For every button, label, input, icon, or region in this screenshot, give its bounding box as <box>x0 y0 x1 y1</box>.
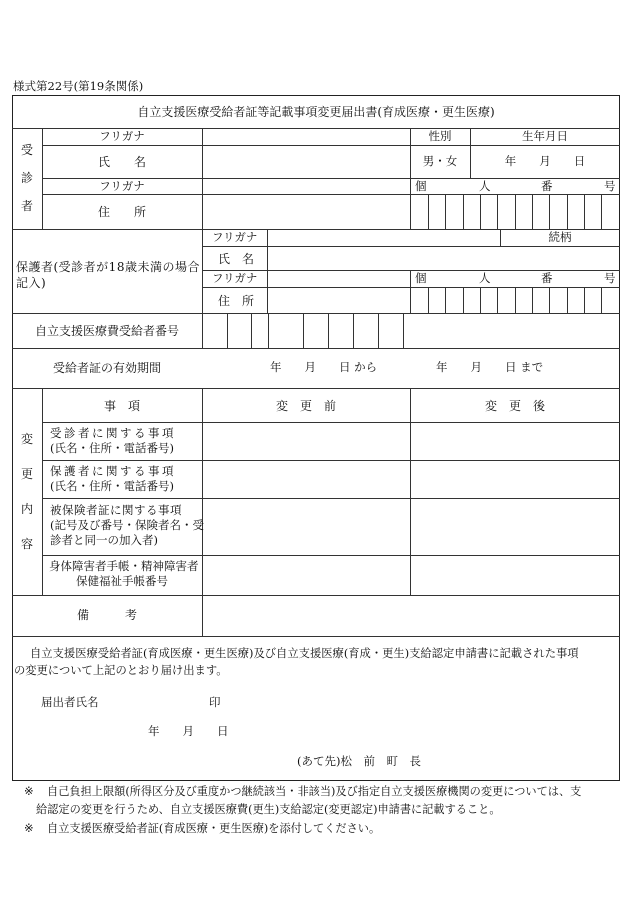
form-rule-line <box>202 388 203 595</box>
applicant-name-label: 届出者氏名 <box>41 695 99 709</box>
note-1-mark: ※ <box>24 784 34 798</box>
form-rule-line <box>497 287 498 313</box>
form-rule-line <box>584 194 585 229</box>
change-row-4-line2: 保健福祉手帳番号 <box>76 574 168 588</box>
form-rule-line <box>515 287 516 313</box>
form-number: 様式第22号(第19条関係) <box>13 79 144 93</box>
form-rule-line <box>567 194 568 229</box>
patient-furigana-label: フリガナ <box>99 129 145 143</box>
validity-label: 受給者証の有効期間 <box>52 361 161 375</box>
patient-address-label: 住 所 <box>97 205 146 219</box>
form-rule-line <box>497 194 498 229</box>
form-rule-line <box>445 287 446 313</box>
form-rule-line <box>12 229 620 230</box>
patient-side-char-3: 者 <box>21 199 34 213</box>
sex-label: 性別 <box>428 129 452 143</box>
form-rule-line <box>202 246 620 247</box>
form-rule-line <box>515 194 516 229</box>
patient-id-char-1: 個 <box>415 179 427 193</box>
form-rule-line <box>567 287 568 313</box>
change-row-2-line2: (氏名・住所・電話番号) <box>50 479 174 493</box>
form-rule-line <box>12 636 620 637</box>
validity-to: 年 月 日 まで <box>436 360 544 374</box>
form-rule-line <box>584 287 585 313</box>
form-rule-line <box>463 194 464 229</box>
change-row-3-line1: 被保険者証に関する事項 <box>50 503 182 517</box>
form-rule-line <box>227 313 228 348</box>
col-item-header: 事 項 <box>103 399 140 413</box>
form-rule-line <box>428 287 429 313</box>
change-row-3-line2: (記号及び番号・保険者名・受 <box>50 518 204 532</box>
dob-value: 年 月 日 <box>504 154 586 168</box>
form-rule-line <box>410 270 411 313</box>
form-rule-line <box>42 388 43 595</box>
form-rule-line <box>403 313 404 348</box>
change-row-4-line1: 身体障害者手帳・精神障害者 <box>49 559 199 573</box>
col-after-header: 変 更 後 <box>484 399 545 413</box>
form-rule-line <box>12 388 620 389</box>
form-title: 自立支援医療受給者証等記載事項変更届出書(育成医療・更生医療) <box>137 105 495 119</box>
col-before-header: 変 更 前 <box>275 399 336 413</box>
form-rule-line <box>202 313 203 348</box>
form-rule-line <box>463 287 464 313</box>
sex-value: 男・女 <box>422 154 458 168</box>
patient-id-char-4: 号 <box>604 179 616 193</box>
form-rule-line <box>12 348 620 349</box>
guardian-relation-label: 続柄 <box>548 230 572 244</box>
note-2-mark: ※ <box>24 821 34 835</box>
patient-side-char-1: 受 <box>21 143 34 157</box>
form-rule-line <box>410 178 411 229</box>
form-rule-line <box>410 388 411 595</box>
validity-from: 年 月 日 から <box>270 360 378 374</box>
form-rule-line <box>532 194 533 229</box>
guardian-name-label: 氏 名 <box>218 252 255 266</box>
change-row-1-line1: 受診者に関する事項 <box>50 426 176 440</box>
form-rule-line <box>601 194 602 229</box>
form-rule-line <box>480 194 481 229</box>
form-rule-line <box>42 460 620 461</box>
form-rule-line <box>42 555 620 556</box>
form-rule-line <box>202 229 203 313</box>
form-rule-line <box>353 313 354 348</box>
declaration-date: 年 月 日 <box>148 724 229 738</box>
patient-name-label: 氏 名 <box>97 155 146 169</box>
form-rule-line <box>42 498 620 499</box>
form-rule-line <box>42 145 620 146</box>
guardian-id-char-1: 個 <box>415 271 427 285</box>
patient-id-char-2: 人 <box>479 179 491 193</box>
form-rule-line <box>12 313 620 314</box>
changes-side-char-3: 内 <box>21 502 34 516</box>
declaration-line1: 自立支援医療受給者証(育成医療・更生医療)及び自立支援医療(育成・更生)支給認定申請書に記載された事項 <box>30 647 579 660</box>
form-rule-line <box>549 194 550 229</box>
form-rule-line <box>202 270 620 271</box>
guardian-furigana-label-2: フリガナ <box>212 271 258 285</box>
form-rule-line <box>42 422 620 423</box>
form-rule-line <box>328 313 329 348</box>
form-rule-line <box>601 287 602 313</box>
guardian-id-char-2: 人 <box>479 271 491 285</box>
form-rule-line <box>267 229 268 313</box>
form-rule-line <box>480 287 481 313</box>
guardian-label: 保護者(受診者が18歳未満の場合記入) <box>16 260 200 290</box>
patient-furigana-label-2: フリガナ <box>99 179 145 193</box>
guardian-address-label: 住 所 <box>218 294 255 308</box>
dob-label: 生年月日 <box>522 129 568 143</box>
declaration-line2: の変更について上記のとおり届け出ます。 <box>14 664 228 677</box>
form-rule-line <box>202 287 620 288</box>
note-1-line2: 給認定の変更を行うため、自立支援医療費(更生)支給認定(変更認定)申請書に記載すること。 <box>36 803 501 816</box>
guardian-id-char-4: 号 <box>604 271 616 285</box>
form-rule-line <box>532 287 533 313</box>
seal-mark: 印 <box>209 695 221 709</box>
recipient-number-label: 自立支援医療費受給者番号 <box>34 324 179 338</box>
form-rule-line <box>202 595 203 636</box>
form-rule-line <box>445 194 446 229</box>
changes-side-char-1: 変 <box>21 432 34 446</box>
form-rule-line <box>268 313 269 348</box>
form-rule-line <box>202 128 203 229</box>
change-row-1-line2: (氏名・住所・電話番号) <box>50 441 174 455</box>
note-2-line1: 自立支援医療受給者証(育成医療・更生医療)を添付してください。 <box>47 822 381 835</box>
changes-side-char-4: 容 <box>21 537 34 551</box>
change-row-2-line1: 保護者に関する事項 <box>50 464 176 478</box>
form-rule-line <box>303 313 304 348</box>
form-rule-line <box>428 194 429 229</box>
form-rule-line <box>12 595 620 596</box>
patient-side-char-2: 診 <box>21 171 34 185</box>
form-rule-line <box>549 287 550 313</box>
guardian-id-char-3: 番 <box>541 271 553 285</box>
patient-id-char-3: 番 <box>541 179 553 193</box>
change-row-3-line3: 診者と同一の加入者) <box>50 533 158 547</box>
guardian-furigana-label: フリガナ <box>212 230 258 244</box>
remarks-label: 備 考 <box>76 608 137 622</box>
form-rule-line <box>378 313 379 348</box>
form-rule-line <box>251 313 252 348</box>
changes-side-char-2: 更 <box>21 467 34 481</box>
form-rule-line <box>42 194 620 195</box>
addressee: (あて先)松 前 町 長 <box>297 754 421 768</box>
note-1-line1: 自己負担上限額(所得区分及び重度かつ継続該当・非該当)及び指定自立支援医療機関の変更については、支 <box>47 785 582 798</box>
